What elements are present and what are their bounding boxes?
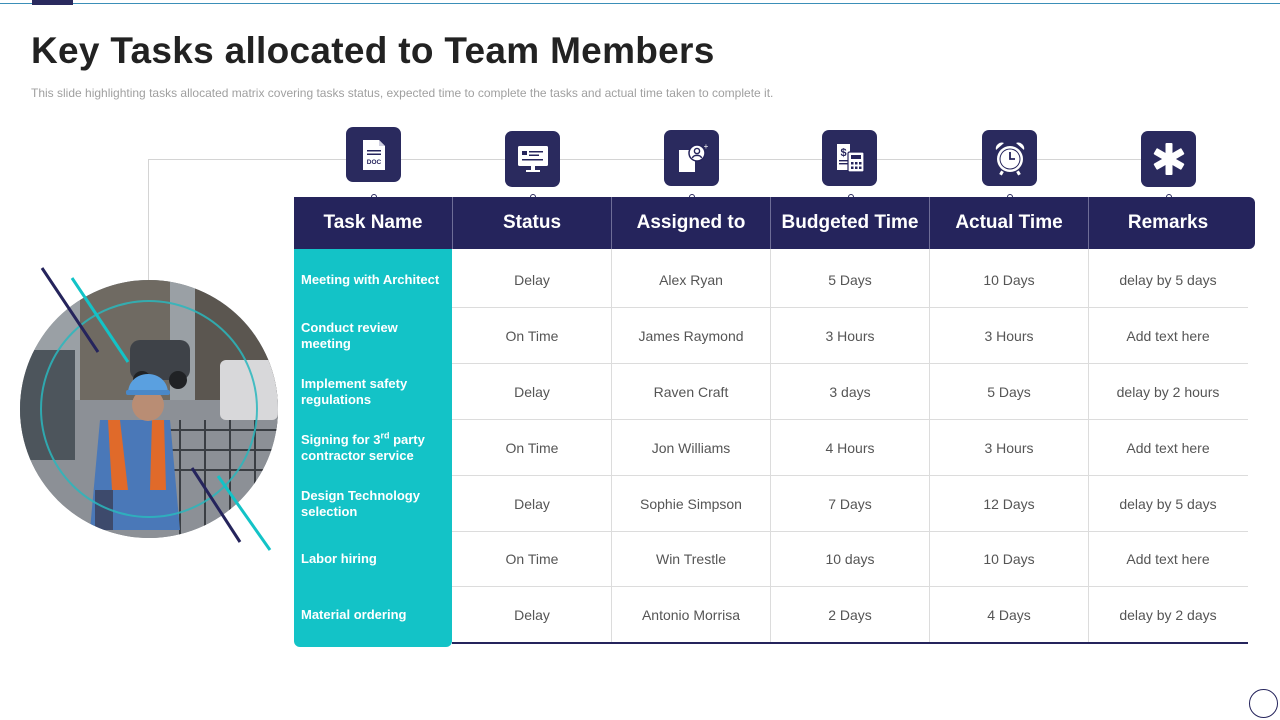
svg-text:$: $ — [839, 147, 847, 159]
header-divider — [452, 197, 453, 249]
task-name-cell: Design Technology selection — [301, 488, 420, 519]
assigned-cell: Win Trestle — [655, 551, 726, 567]
page-title: Key Tasks allocated to Team Members — [31, 30, 715, 71]
assigned-cell: Antonio Morrisa — [641, 607, 741, 623]
status-cell: Delay — [514, 272, 550, 288]
header-status: Status — [502, 212, 562, 233]
assigned-cell: Jon Williams — [651, 440, 731, 456]
status-cell: Delay — [514, 384, 550, 400]
remarks-cell: delay by 2 days — [1119, 607, 1217, 623]
svg-text:+: + — [703, 142, 708, 151]
header-divider — [770, 197, 771, 249]
asterisk-icon — [1141, 131, 1196, 187]
task-name-cell — [301, 420, 449, 476]
assigned-cell: Raven Craft — [653, 384, 729, 400]
actual-time-cell: 3 Hours — [984, 440, 1034, 456]
status-cell: Delay — [514, 496, 550, 512]
task-name-suffix: party contractor service — [301, 432, 425, 463]
connector-line-vertical — [148, 159, 149, 285]
monitor-icon — [505, 131, 560, 187]
alarm-clock-icon — [982, 130, 1037, 186]
header-remarks: Remarks — [1127, 212, 1209, 233]
task-name-cell: Labor hiring — [301, 551, 377, 566]
task-name-cell: Conduct review meeting — [301, 320, 398, 351]
svg-text:DOC: DOC — [366, 158, 381, 166]
header-task-name: Task Name — [323, 212, 423, 233]
header-actual-time: Actual Time — [955, 212, 1063, 233]
budgeted-time-cell: 10 days — [825, 551, 875, 567]
header-assigned-to: Assigned to — [636, 212, 746, 233]
task-matrix-table — [294, 197, 1255, 649]
task-name-superscript: rd — [380, 430, 390, 441]
assigned-cell: Alex Ryan — [659, 272, 723, 288]
remarks-cell: delay by 5 days — [1119, 272, 1217, 288]
actual-time-cell: 12 Days — [983, 496, 1035, 512]
header-divider — [611, 197, 612, 249]
budgeted-time-cell: 2 Days — [828, 607, 872, 623]
budgeted-time-cell: 5 Days — [828, 272, 872, 288]
assigned-cell: Sophie Simpson — [640, 496, 742, 512]
header-divider — [929, 197, 930, 249]
document-icon — [346, 127, 401, 182]
remarks-cell: Add text here — [1126, 551, 1210, 567]
top-accent-tab — [32, 0, 73, 5]
status-cell: On Time — [505, 440, 559, 456]
remarks-cell: Add text here — [1126, 328, 1210, 344]
worker-photo — [20, 280, 278, 538]
task-name-cell: Meeting with Architect — [301, 272, 440, 287]
actual-time-cell: 4 Days — [987, 607, 1031, 623]
actual-time-cell: 10 Days — [983, 551, 1035, 567]
actual-time-cell: 3 Hours — [984, 328, 1034, 344]
contact-icon — [664, 130, 719, 186]
remarks-cell: delay by 5 days — [1119, 496, 1217, 512]
status-cell: On Time — [505, 328, 559, 344]
table-header — [294, 197, 1255, 249]
assigned-cell: James Raymond — [638, 328, 744, 344]
task-name-prefix: Signing for 3 — [301, 432, 381, 447]
header-budgeted-time: Budgeted Time — [781, 212, 919, 233]
status-cell: Delay — [514, 607, 550, 623]
page-subtitle: This slide highlighting tasks allocated matrix covering tasks status, expected time to complete the tasks and actual time taken to complete it. — [31, 86, 774, 100]
budgeted-time-cell: 7 Days — [828, 496, 872, 512]
actual-time-cell: 10 Days — [983, 272, 1035, 288]
task-name-cell: Implement safety regulations — [301, 376, 408, 407]
budgeted-time-cell: 4 Hours — [825, 440, 875, 456]
status-cell: On Time — [505, 551, 559, 567]
task-name-cell: Material ordering — [301, 607, 407, 622]
top-rule — [0, 3, 1280, 4]
remarks-cell: delay by 2 hours — [1116, 384, 1220, 400]
actual-time-cell: 5 Days — [987, 384, 1031, 400]
budgeted-time-cell: 3 days — [829, 384, 871, 400]
budgeted-time-cell: 3 Hours — [825, 328, 875, 344]
remarks-cell: Add text here — [1126, 440, 1210, 456]
corner-circle-decoration — [1249, 689, 1278, 718]
header-divider — [1088, 197, 1089, 249]
budget-calculator-icon — [822, 130, 877, 186]
